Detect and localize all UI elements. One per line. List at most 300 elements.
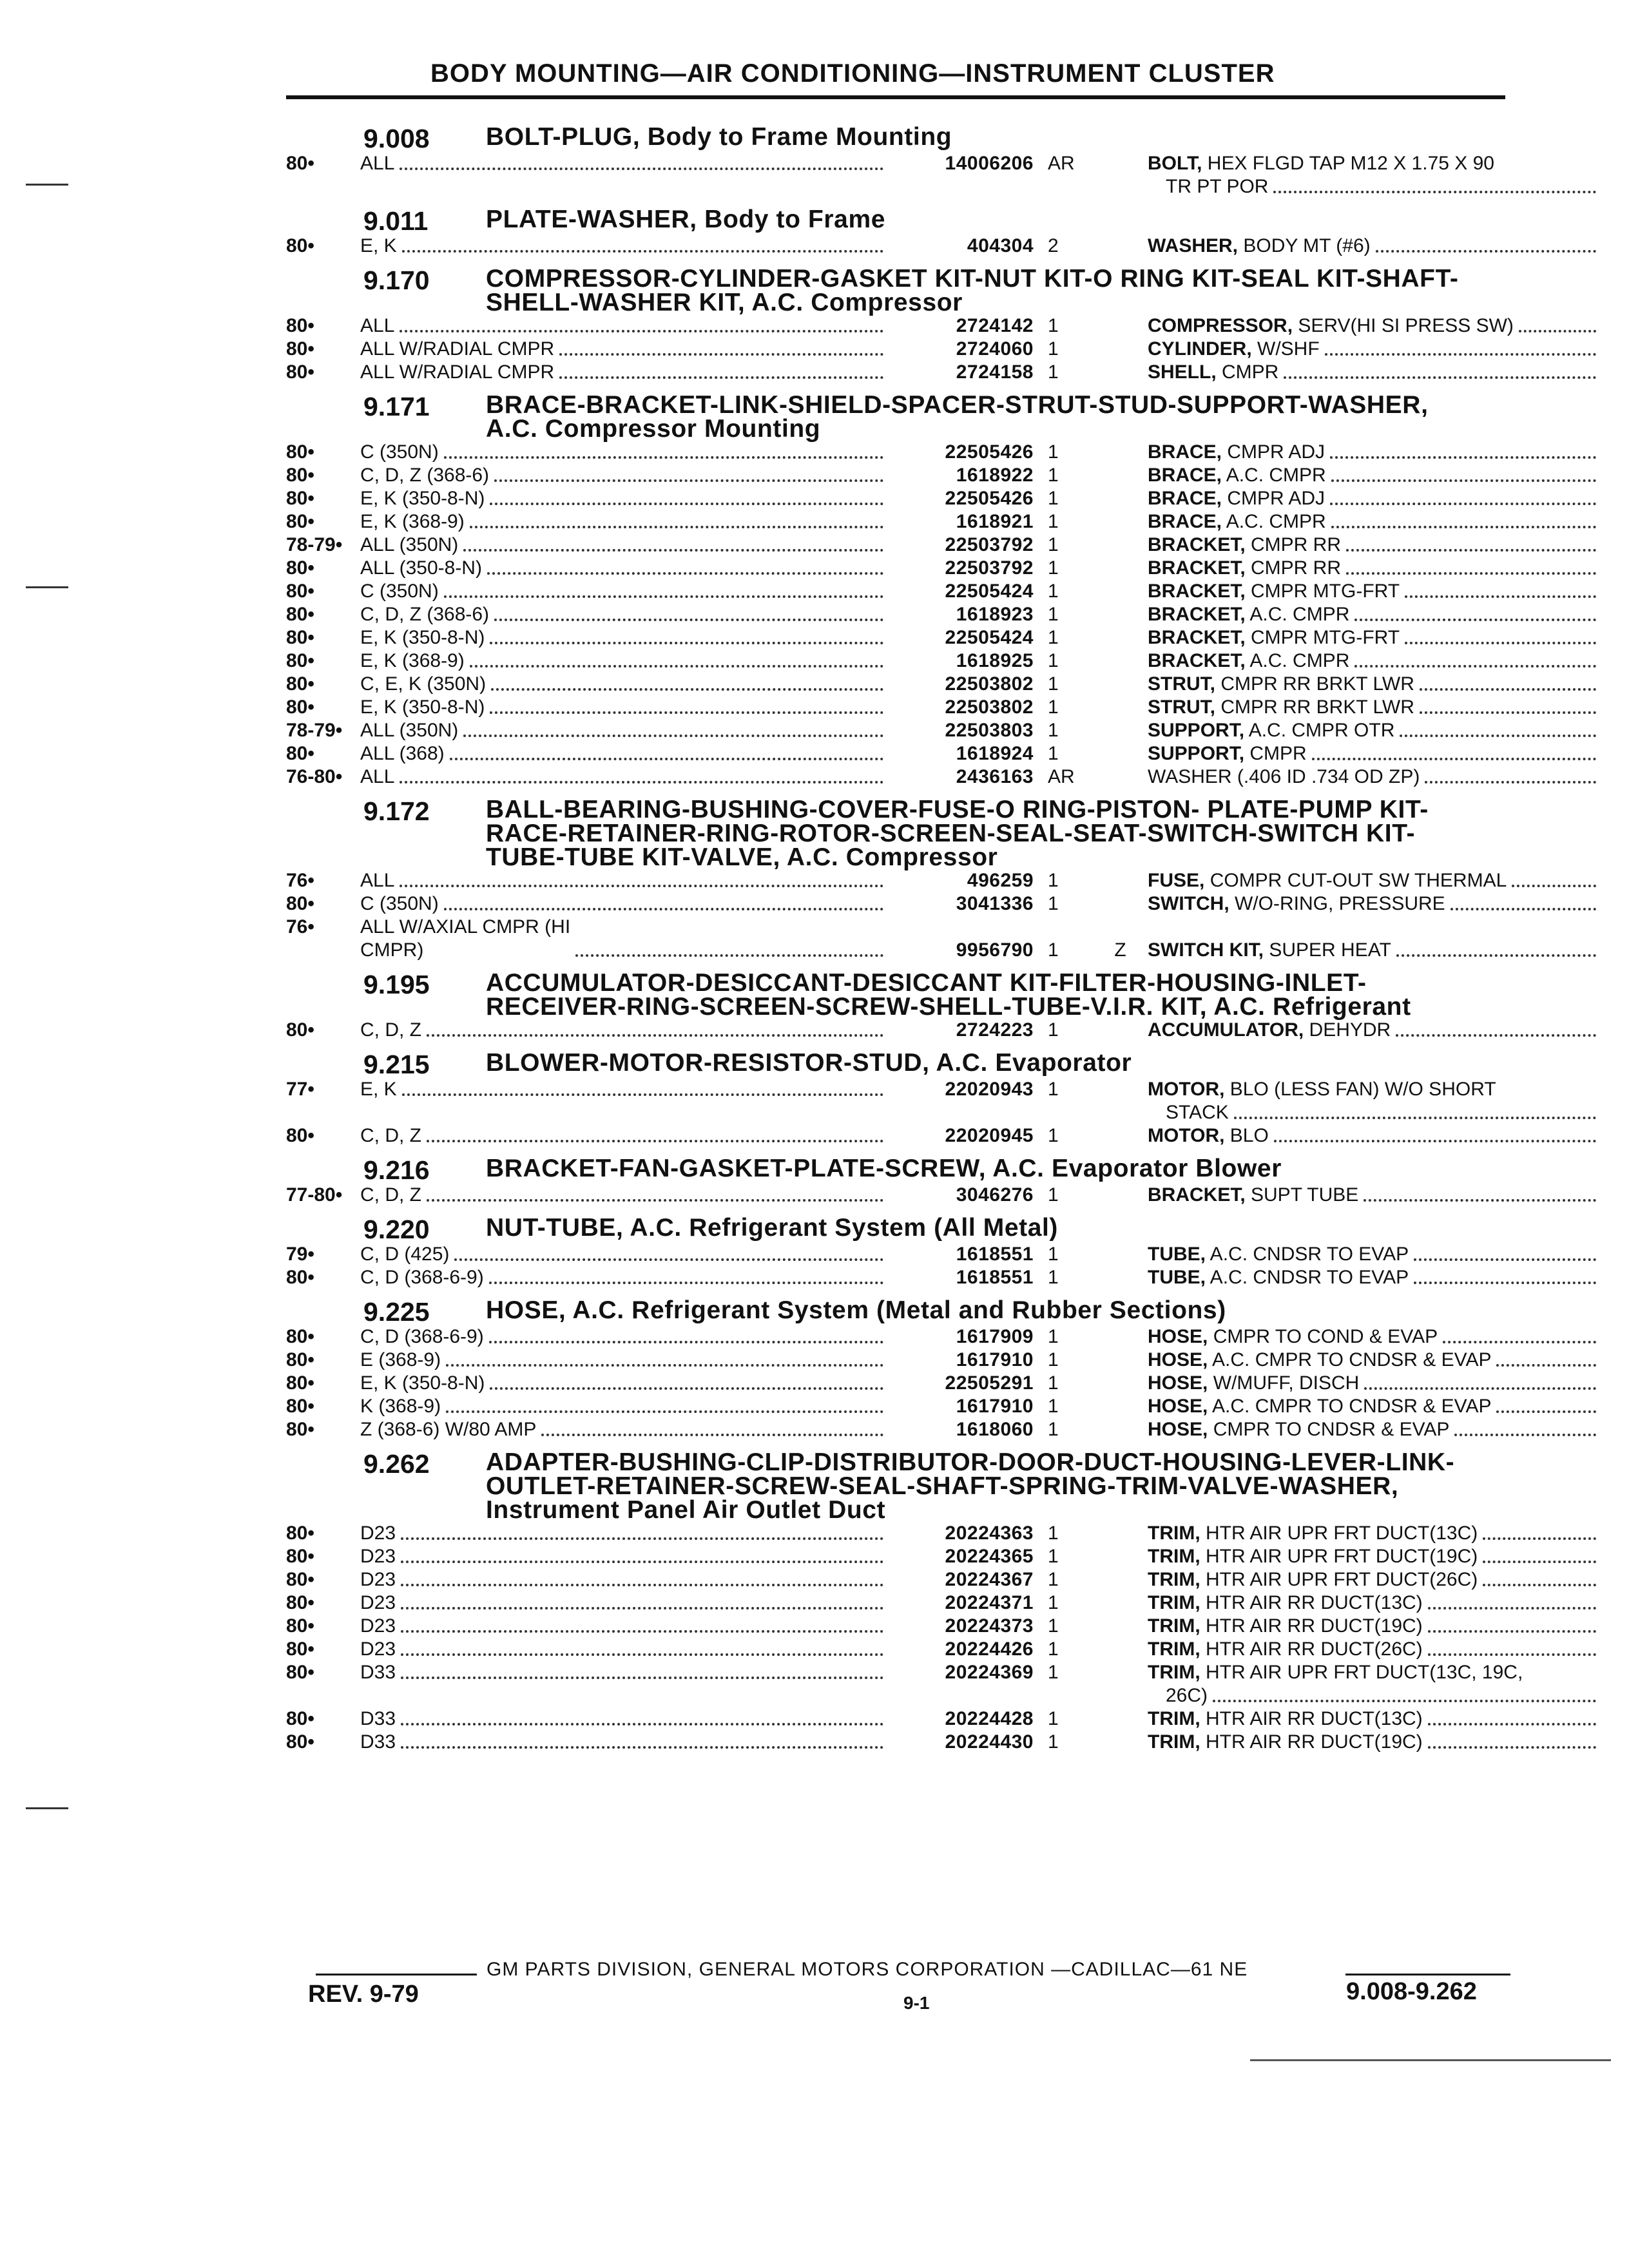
part-row [286,603,1510,626]
description-text: TRIM, HTR AIR UPR FRT DUCT(13C, 19C, [1148,1662,1523,1683]
description-line [1148,487,1599,510]
description-line [1148,1372,1599,1395]
dot-leader [541,1434,883,1436]
group-title: BRACE-BRACKET-LINK-SHIELD-SPACER-STRUT-STUD-SUPPORT-WASHER, A.C. Compressor Mounting [486,391,1429,443]
quantity: 1 [1048,1244,1059,1265]
application [360,1522,889,1545]
description [1148,1372,1599,1395]
application-text: C, D, Z [360,1184,421,1206]
dot-leader [490,711,883,714]
quantity: 1 [1048,627,1059,648]
description-line [1148,1545,1599,1568]
model-year: 80• [286,511,314,532]
part-number: 1618921 [956,511,1034,532]
application [360,487,889,510]
part-row [286,1615,1510,1638]
description-line [1148,1418,1599,1441]
description-noun: FUSE, [1148,870,1205,891]
dot-leader [444,908,883,910]
dot-leader [401,1746,883,1749]
description-line [1148,869,1599,892]
description-text: BRACE, A.C. CMPR [1148,511,1326,532]
description-noun: HOSE, [1148,1419,1208,1440]
description [1148,869,1599,892]
dot-leader [446,1364,883,1367]
description-line [1148,1684,1599,1707]
part-row [286,1731,1510,1754]
part-row [286,892,1510,916]
model-year: 80• [286,315,314,336]
group-title: BLOWER-MOTOR-RESISTOR-STUD, A.C. Evaporator [486,1049,1132,1077]
dot-leader [470,526,883,528]
model-year: 80• [286,1523,314,1544]
group-heading [286,1450,1510,1522]
description-text: 26C) [1166,1685,1208,1706]
application [360,533,889,557]
application [360,1638,889,1661]
application-text: E, K [360,1079,397,1100]
description-line [1148,580,1599,603]
page-header: BODY MOUNTING—AIR CONDITIONING—INSTRUMENT CLUSTER [430,59,1275,88]
description [1148,1418,1599,1441]
dot-leader [1414,1258,1596,1261]
application [360,1615,889,1638]
description [1148,1124,1599,1148]
description-text: HOSE, A.C. CMPR TO CNDSR & EVAP [1148,1349,1492,1370]
description-line [1148,1019,1599,1042]
quantity: 1 [1048,673,1059,695]
application [360,464,889,487]
dot-leader [1519,330,1596,332]
description-noun: CYLINDER, [1148,338,1252,360]
dot-leader [494,619,883,621]
description-line [1148,533,1599,557]
dot-leader [1483,1537,1596,1540]
application [360,1124,889,1148]
application [360,869,889,892]
description-text: FUSE, COMPR CUT-OUT SW THERMAL [1148,870,1507,891]
description-text: TRIM, HTR AIR UPR FRT DUCT(19C) [1148,1546,1478,1567]
description-text: STRUT, CMPR RR BRKT LWR [1148,697,1414,718]
dot-leader [1428,1723,1596,1725]
group-heading [286,125,1510,152]
application [360,1591,889,1615]
description-noun: TRIM, [1148,1731,1200,1753]
group-title: ADAPTER-BUSHING-CLIP-DISTRIBUTOR-DOOR-DUCT-HOUSING-LEVER-LINK-OUTLET-RETAINER-SCREW-SEAL-SHAFT-SPRING-TRIM-VALVE-WASHER, Instrument Panel Air Outlet Duct [486,1448,1455,1524]
group-number: 9.216 [363,1155,430,1185]
description-text: HOSE, A.C. CMPR TO CNDSR & EVAP [1148,1396,1492,1417]
part-group [286,265,1514,384]
dot-leader [444,595,883,598]
model-year: 80• [286,557,314,579]
group-title: COMPRESSOR-CYLINDER-GASKET KIT-NUT KIT-O RING KIT-SEAL KIT-SHAFT-SHELL-WASHER KIT, A.C. Compressor [486,265,1459,316]
dot-leader [401,1607,883,1610]
application [360,1661,889,1684]
dot-leader [491,688,883,691]
description-noun: BRACKET, [1148,581,1246,602]
description-noun: BRACE, [1148,511,1222,532]
description-line [1148,1349,1599,1372]
description [1148,1545,1599,1568]
quantity: 1 [1048,1546,1059,1567]
description-text: BOLT, HEX FLGD TAP M12 X 1.75 X 90 [1148,153,1494,174]
description-line [1148,1615,1599,1638]
dot-leader [1312,758,1596,760]
description-noun: HOSE, [1148,1396,1208,1417]
parts-catalog [286,116,1523,1754]
application-text: E, K (350-8-N) [360,697,485,718]
part-row [286,1568,1510,1591]
dot-leader [1454,1434,1596,1436]
quantity: 1 [1048,1615,1059,1637]
part-number: 1618923 [956,604,1034,625]
description-text: SUPPORT, A.C. CMPR OTR [1148,720,1395,741]
application [360,1418,889,1441]
part-group [286,1157,1510,1207]
group-title: BALL-BEARING-BUSHING-COVER-FUSE-O RING-PISTON- PLATE-PUMP KIT-RACE-RETAINER-RING-ROTOR-SCREEN-SEAL-SEAT-SWITCH-SWITCH KIT-TUBE-TUBE KIT-VALVE, A.C. Compressor [486,796,1429,871]
application [360,441,889,464]
part-row [286,1591,1510,1615]
model-year: 80• [286,361,314,383]
footer-revision: REV. 9-79 [308,1981,419,2008]
dot-leader [1483,1584,1596,1586]
part-row [286,152,1510,198]
description-text: BRACKET, CMPR MTG-FRT [1148,581,1400,602]
application [360,1568,889,1591]
dot-leader [1405,642,1596,644]
dot-leader [1496,1364,1596,1367]
description-noun: BOLT, [1148,153,1202,174]
group-heading [286,1051,1510,1078]
model-year: 80• [286,338,314,360]
application-text: E, K (350-8-N) [360,1372,485,1394]
part-group [286,125,1510,198]
part-number: 1618925 [956,650,1034,671]
model-year: 80• [286,604,314,625]
part-row [286,314,1514,338]
description-line [1148,338,1599,361]
dot-leader [489,1341,883,1343]
quantity: 1 [1048,534,1059,555]
group-title: BOLT-PLUG, Body to Frame Mounting [486,123,952,151]
application-text: ALL W/AXIAL CMPR (HI CMPR) [360,916,571,961]
description-text: TR PT POR [1166,176,1269,197]
description-line [1148,1661,1599,1684]
quantity: 1 [1048,315,1059,336]
dot-leader [559,376,883,379]
quantity: 1 [1048,1019,1059,1041]
application-text: E, K [360,235,397,256]
application-text: C, D, Z [360,1019,421,1041]
quantity: 1 [1048,338,1059,360]
quantity: 1 [1048,581,1059,602]
quantity: 1 [1048,1662,1059,1683]
description-noun: HOSE, [1148,1372,1208,1394]
application [360,1325,889,1349]
part-row [286,1661,1523,1707]
description-noun: ACCUMULATOR, [1148,1019,1304,1041]
description [1148,464,1599,487]
part-row [286,1243,1510,1266]
application-text: ALL (350-8-N) [360,557,482,579]
part-row [286,235,1510,258]
quantity: 1 [1048,1079,1059,1100]
quantity: 1 [1048,1419,1059,1440]
dot-leader [1405,595,1596,598]
description [1148,1078,1599,1124]
group-number: 9.195 [363,970,430,999]
application [360,1545,889,1568]
application [360,765,889,789]
part-number: 1617910 [956,1349,1034,1370]
quantity: 1 [1048,1349,1059,1370]
quantity: 1 [1048,1326,1059,1347]
model-year: 80• [286,697,314,718]
part-number: 20224369 [945,1662,1034,1683]
part-group [286,207,1510,258]
dot-leader [490,1387,883,1390]
model-year: 80• [286,1349,314,1370]
dot-leader [1428,1630,1596,1633]
application [360,649,889,673]
part-number: 3046276 [956,1184,1034,1206]
dot-leader [487,572,883,575]
application [360,314,889,338]
part-row [286,869,1510,892]
part-number: 1617910 [956,1396,1034,1417]
description [1148,765,1599,789]
model-year: 80• [286,1708,314,1729]
quantity: 1 [1048,1731,1059,1753]
description-noun: TRIM, [1148,1615,1200,1637]
dot-leader [494,479,883,482]
part-group [286,1298,1510,1441]
application [360,1184,889,1207]
description-noun: SUPPORT, [1148,743,1245,764]
part-group [286,393,1510,789]
description-noun: TRIM, [1148,1708,1200,1729]
application-text: ALL (350N) [360,720,459,741]
application-text: D23 [360,1639,396,1660]
group-number: 9.011 [363,206,429,236]
part-number: 2724158 [956,361,1034,383]
model-year: 80• [286,1019,314,1041]
description-noun: BRACE, [1148,441,1222,463]
description-text: SHELL, CMPR [1148,361,1279,383]
description [1148,1661,1599,1707]
group-heading [286,1216,1510,1243]
group-heading [286,267,1510,314]
model-year: 80• [286,1419,314,1440]
application [360,1395,889,1418]
quantity: 1 [1048,1125,1059,1146]
group-title: ACCUMULATOR-DESICCANT-DESICCANT KIT-FILTER-HOUSING-INLET-RECEIVER-RING-SCREEN-SCREW-SHELL-TUBE-V.I.R. KIT, A.C. Refrigerant [486,969,1411,1021]
description-text: BRACE, CMPR ADJ [1148,488,1325,509]
description-noun: TUBE, [1148,1267,1206,1288]
model-year: 80• [286,743,314,764]
description-text: BRACKET, CMPR MTG-FRT [1148,627,1400,648]
part-group [286,1051,1510,1148]
dot-leader [1512,885,1596,887]
description-noun: SWITCH, [1148,893,1229,914]
model-year: 80• [286,441,314,463]
description-noun: BRACE, [1148,488,1222,509]
dot-leader [1364,1387,1596,1390]
part-row [286,1372,1510,1395]
description-text: TRIM, HTR AIR RR DUCT(19C) [1148,1615,1423,1637]
dot-leader [1331,479,1596,482]
dot-leader [402,1093,883,1096]
description-text: HOSE, W/MUFF, DISCH [1148,1372,1360,1394]
description-noun: HOSE, [1148,1326,1208,1347]
dot-leader [489,1282,883,1284]
part-number: 22505424 [945,627,1034,648]
description-text: BRACKET, CMPR RR [1148,534,1342,555]
dot-leader [401,1584,883,1586]
description-text: MOTOR, BLO (LESS FAN) W/O SHORT [1148,1079,1496,1100]
description [1148,1615,1599,1638]
part-row [286,1522,1510,1545]
dot-leader [1284,376,1596,379]
part-row [286,1395,1510,1418]
application [360,557,889,580]
dot-leader [1274,1140,1596,1142]
dot-leader [1420,688,1596,691]
application-text: ALL W/RADIAL CMPR [360,338,555,360]
part-row [286,649,1510,673]
dot-leader [1428,1653,1596,1656]
description-noun: BRACE, [1148,465,1222,486]
model-year: 80• [286,1125,314,1146]
group-number: 9.172 [363,796,430,826]
part-row [286,557,1510,580]
application [360,1019,889,1042]
description-line [1148,152,1599,175]
model-year: 78-79• [286,534,343,555]
dot-leader [1483,1561,1596,1563]
description-text: HOSE, CMPR TO COND & EVAP [1148,1326,1438,1347]
description [1148,338,1599,361]
dot-leader [401,1537,883,1540]
part-row [286,338,1510,361]
description-line [1148,742,1599,765]
part-number: 20224430 [945,1731,1034,1753]
description-line [1148,1124,1599,1148]
application-text: C (350N) [360,441,439,463]
part-number: 496259 [967,870,1034,891]
application [360,1731,889,1754]
part-row [286,533,1510,557]
application [360,1243,889,1266]
part-number: 2724223 [956,1019,1034,1041]
dot-leader [444,456,883,459]
description-noun: TRIM, [1148,1546,1200,1567]
part-row [286,464,1510,487]
part-row [286,1019,1510,1042]
group-heading [286,1298,1510,1325]
dot-leader [401,1561,883,1563]
quantity: 1 [1048,1267,1059,1288]
part-number: 2724060 [956,338,1034,360]
part-row [286,580,1510,603]
part-row [286,626,1510,649]
quantity: 1 [1048,1708,1059,1729]
description [1148,719,1599,742]
quantity: 2 [1048,235,1059,256]
group-number: 9.262 [363,1449,430,1479]
part-number: 22020945 [945,1125,1034,1146]
dot-leader [402,250,883,253]
application [360,1349,889,1372]
application [360,1266,889,1289]
description-text: SUPPORT, CMPR [1148,743,1307,764]
part-row [286,1638,1510,1661]
application-text: C, D (368-6-9) [360,1326,484,1347]
application-text: ALL (350N) [360,534,459,555]
part-number: 20224365 [945,1546,1034,1567]
description [1148,1266,1599,1289]
description-line [1148,1243,1599,1266]
description-line [1148,673,1599,696]
quantity: 1 [1048,650,1059,671]
dot-leader [1354,619,1596,621]
dot-leader [1420,711,1596,714]
application [360,1372,889,1395]
description-text: WASHER (.406 ID .734 OD ZP) [1148,766,1420,787]
application-text: E, K (368-9) [360,650,465,671]
part-number: 404304 [967,235,1034,256]
description-line [1148,235,1599,258]
description-noun: BRACKET, [1148,557,1246,579]
description-text: TRIM, HTR AIR UPR FRT DUCT(26C) [1148,1569,1478,1590]
part-row [286,441,1510,464]
description [1148,649,1599,673]
part-number: 3041336 [956,893,1034,914]
application-text: E (368-9) [360,1349,441,1370]
part-number: 20224371 [945,1592,1034,1613]
description-noun: COMPRESSOR, [1148,315,1293,336]
group-number: 9.171 [363,392,430,421]
dot-leader [1443,1341,1596,1343]
description [1148,1568,1599,1591]
description [1148,939,1599,962]
description [1148,487,1599,510]
part-number: 20224428 [945,1708,1034,1729]
group-heading [286,798,1510,869]
part-row [286,1418,1510,1441]
dot-leader [401,1723,883,1725]
description [1148,1707,1599,1731]
description-line [1148,1395,1599,1418]
quantity: 1 [1048,743,1059,764]
quantity: 1 [1048,361,1059,383]
application-text: K (368-9) [360,1396,441,1417]
application [360,338,889,361]
dot-leader [1451,908,1596,910]
application-text: Z (368-6) W/80 AMP [360,1419,537,1440]
description-noun: SUPPORT, [1148,720,1245,741]
quantity: 1 [1048,939,1059,961]
quantity: 1 [1048,720,1059,741]
application-text: E, K (350-8-N) [360,488,485,509]
model-year: 76-80• [286,766,343,787]
description-noun: BRACKET, [1148,627,1246,648]
description-line [1148,696,1599,719]
bottom-rule [1250,2059,1611,2061]
description-text: HOSE, CMPR TO CNDSR & EVAP [1148,1419,1450,1440]
group-number: 9.008 [363,124,430,153]
dot-leader [446,1410,883,1413]
